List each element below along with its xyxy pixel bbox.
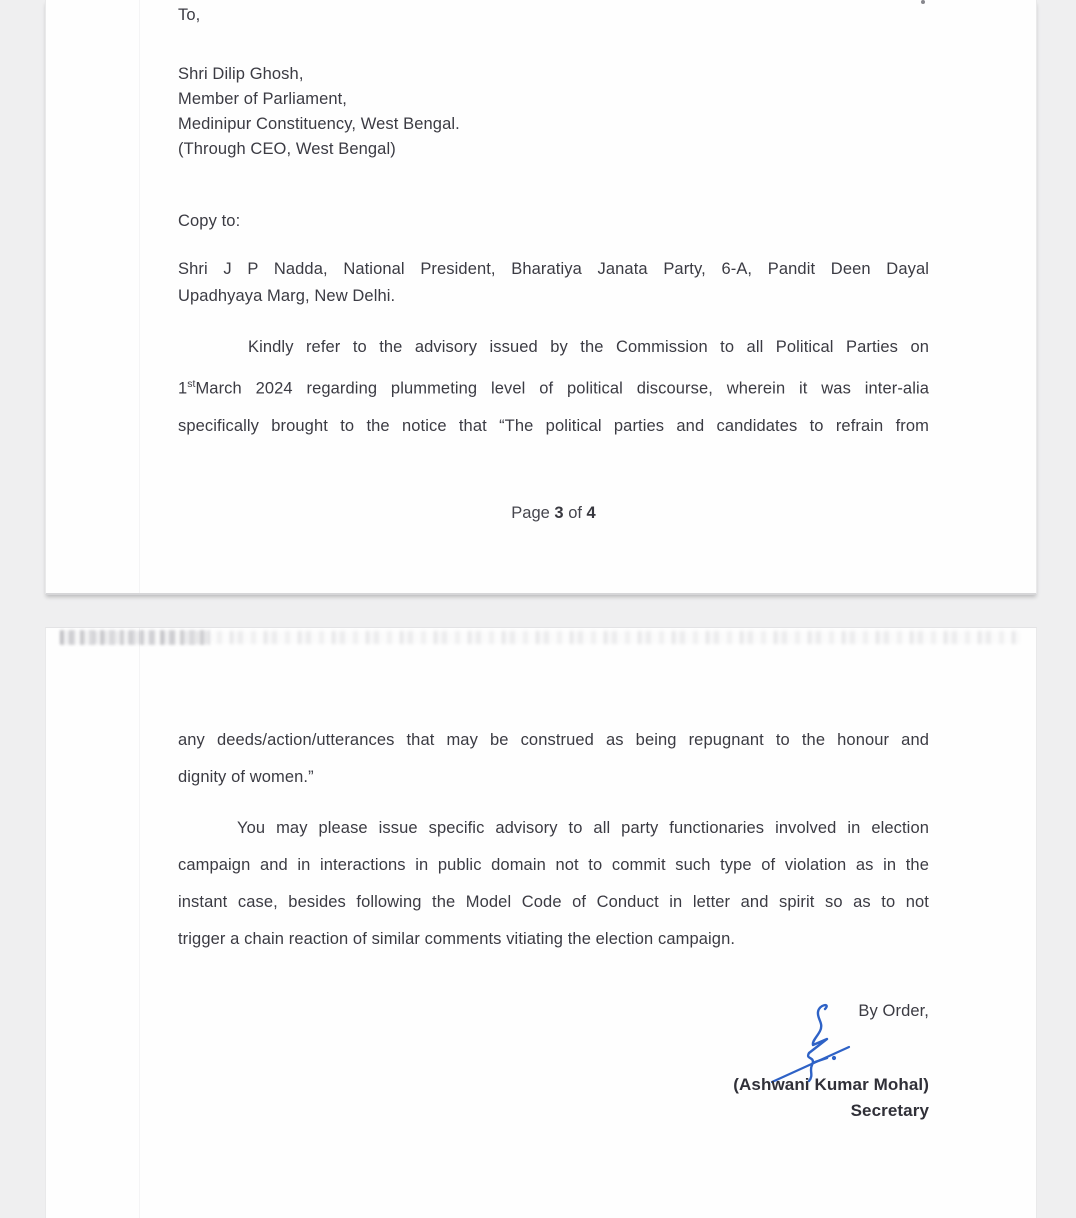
salutation: To, xyxy=(178,6,201,24)
scan-blur-artifact xyxy=(60,630,210,645)
address-line: Member of Parliament, xyxy=(178,90,347,108)
page-number: 3 xyxy=(554,504,564,522)
letter-page-4 xyxy=(45,627,1037,1218)
paragraph-text: Kindly refer to the advisory issued by the Commission to all Political Parties on xyxy=(248,338,929,356)
paragraph-line: Upadhyaya Marg, New Delhi. xyxy=(178,286,396,305)
paragraph-line xyxy=(178,366,929,408)
body-paragraph xyxy=(178,329,929,445)
scan-line-artifact xyxy=(139,628,140,1218)
paragraph-text: You may please issue specific advisory to all party functionaries involved in election xyxy=(237,819,929,837)
paragraph-line: dignity of women.” xyxy=(178,768,314,786)
paragraph-line: trigger a chain reaction of similar comments vitiating the election campaign. xyxy=(178,930,736,948)
paragraph-line: Shri J P Nadda, National President, Bharatiya Janata Party, 6-A, Pandit Deen Dayal xyxy=(178,260,929,278)
paragraph-text: 1 xyxy=(178,379,188,398)
paragraph-line xyxy=(178,329,929,366)
scan-dot-artifact xyxy=(921,0,925,4)
body-paragraph xyxy=(178,810,929,958)
recipient-address xyxy=(178,62,929,162)
page-total: 4 xyxy=(586,504,596,522)
page-footer xyxy=(178,504,929,523)
superscript-st: st xyxy=(187,378,196,390)
page-footer-label: Page xyxy=(511,504,550,522)
letter-page-3 xyxy=(45,0,1037,595)
paragraph-text: March 2024 regarding plummeting level of political discourse, wherein it was inter-alia xyxy=(195,379,929,398)
paragraph-line: instant case, besides following the Model Code of Conduct in letter and spirit so as to not xyxy=(178,893,929,911)
body-paragraph xyxy=(178,722,929,796)
copy-to-paragraph xyxy=(178,256,929,309)
copy-to-label: Copy to: xyxy=(178,212,241,230)
paragraph-line: any deeds/action/utterances that may be construed as being repugnant to the honour and xyxy=(178,731,929,749)
signatory-title: Secretary xyxy=(850,1101,929,1120)
signatory-name: (Ashwani Kumar Mohal) xyxy=(733,1075,929,1094)
address-line: (Through CEO, West Bengal) xyxy=(178,140,396,158)
by-order-label: By Order, xyxy=(858,1002,929,1020)
page-footer-of: of xyxy=(568,504,582,522)
address-line: Shri Dilip Ghosh, xyxy=(178,65,304,83)
paragraph-line: campaign and in interactions in public domain not to commit such type of violation as in the xyxy=(178,856,929,874)
address-line: Medinipur Constituency, West Bengal. xyxy=(178,115,460,133)
scan-line-artifact xyxy=(139,0,140,593)
paragraph-line xyxy=(178,810,929,847)
paragraph-line: specifically brought to the notice that “The political parties and candidates to refrain from xyxy=(178,416,929,435)
